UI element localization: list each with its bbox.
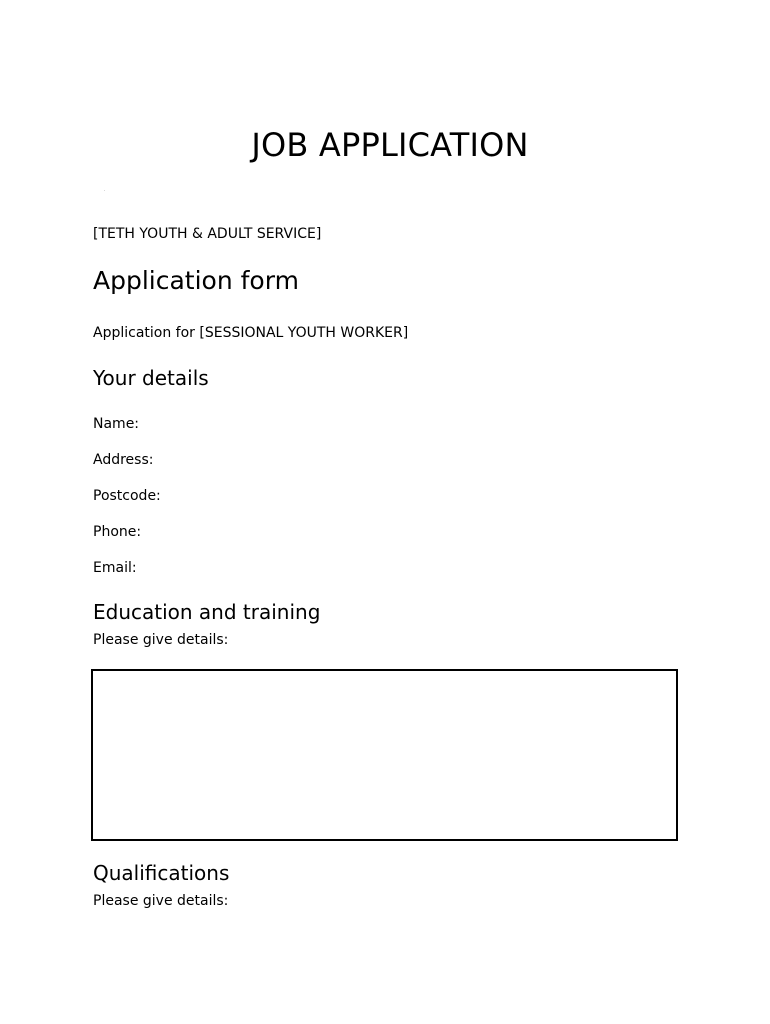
application-for: Application for [SESSIONAL YOUTH WORKER] (93, 325, 409, 341)
education-heading: Education and training (93, 600, 321, 624)
form-heading: Application form (93, 266, 299, 295)
education-details-box[interactable] (91, 669, 678, 841)
qualifications-prompt: Please give details: (93, 893, 229, 909)
organisation-name: [TETH YOUTH & ADULT SERVICE] (93, 226, 322, 242)
scan-speck (104, 190, 105, 191)
education-prompt: Please give details: (93, 632, 229, 648)
email-field-label: Email: (93, 560, 137, 576)
page-title: JOB APPLICATION (251, 126, 529, 164)
qualifications-heading: Qualifications (93, 861, 230, 885)
your-details-heading: Your details (93, 366, 209, 390)
address-field-label: Address: (93, 452, 154, 468)
name-field-label: Name: (93, 416, 140, 432)
postcode-field-label: Postcode: (93, 488, 161, 504)
phone-field-label: Phone: (93, 524, 142, 540)
